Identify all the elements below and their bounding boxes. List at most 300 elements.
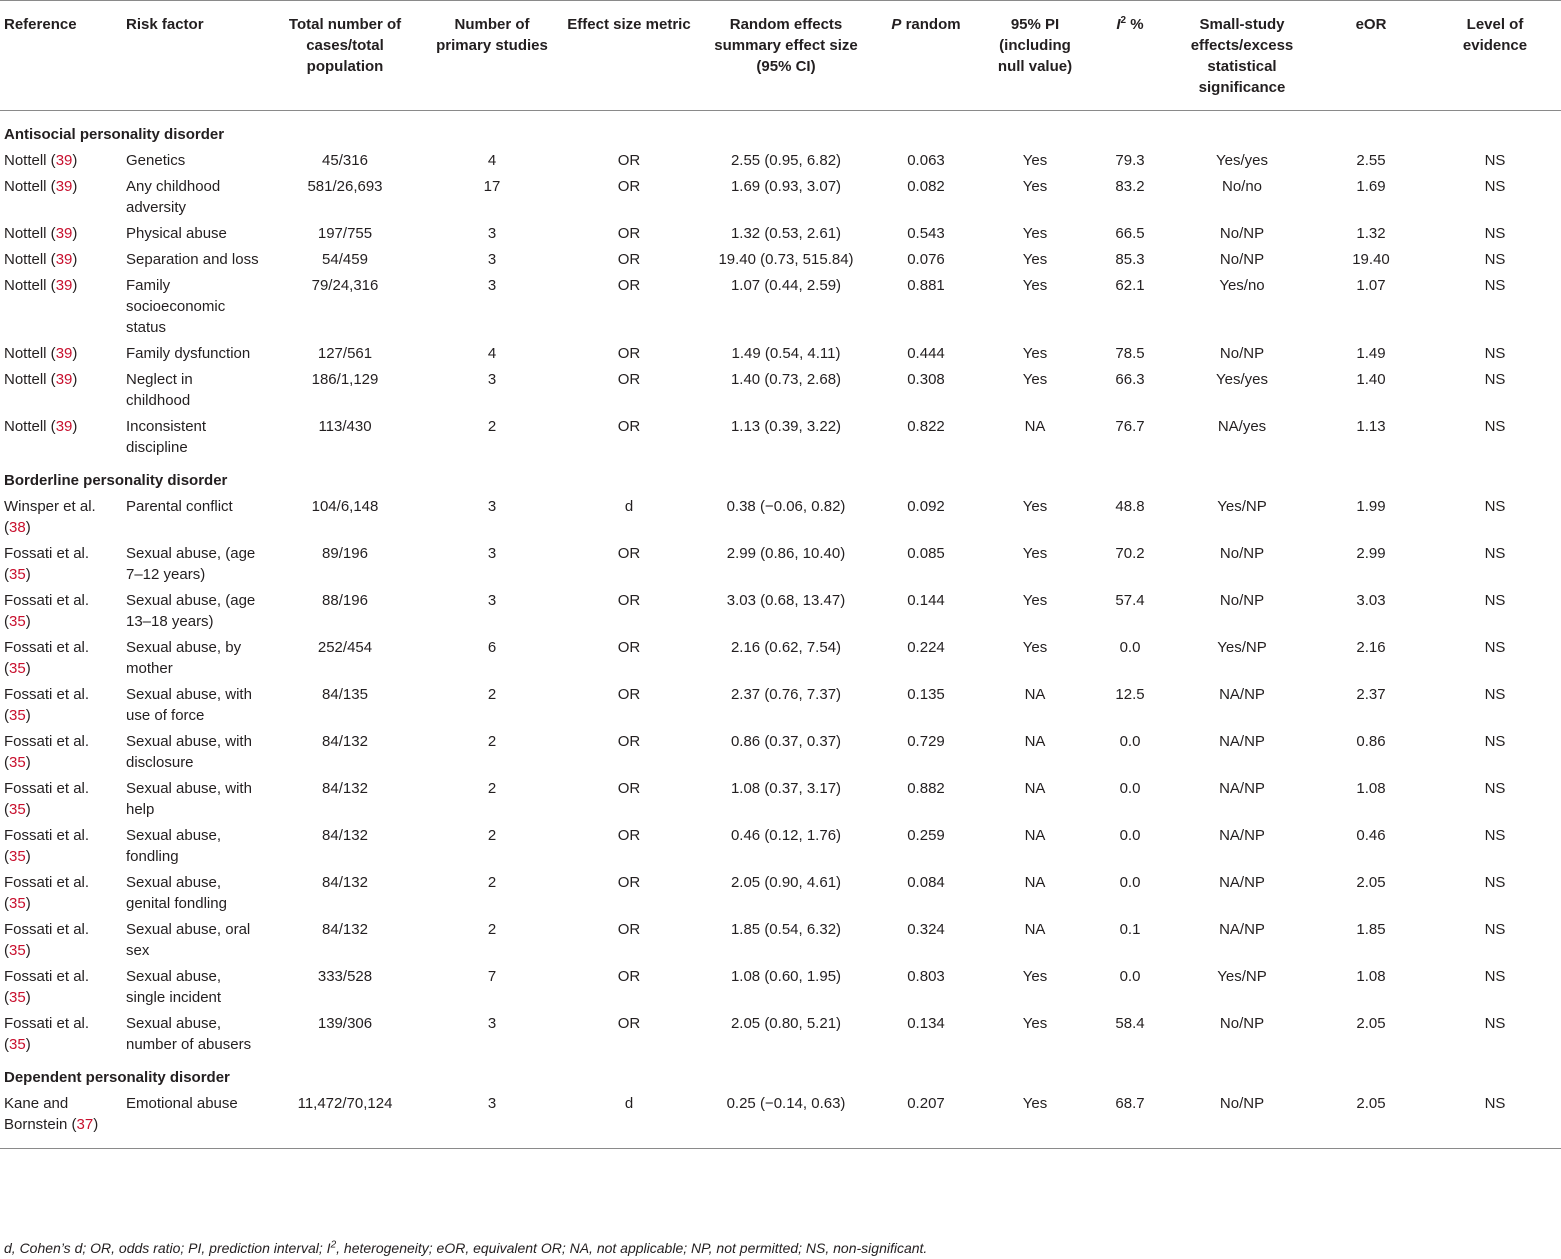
reference-text: Nottell ( — [4, 371, 56, 388]
reference-close: ) — [72, 371, 78, 388]
primary-studies-cell: 3 — [487, 498, 497, 515]
i2-cell: 85.3 — [1115, 251, 1145, 268]
primary-studies-cell: 3 — [487, 545, 497, 562]
reference-text: Fossati et al. ( — [4, 780, 90, 818]
reference-close: ) — [25, 660, 31, 677]
effect-metric-cell: OR — [617, 418, 641, 435]
evidence-level-cell: NS — [1484, 1095, 1506, 1112]
total-cases-cell: 54/459 — [322, 251, 368, 268]
i2-cell: 76.7 — [1115, 418, 1145, 435]
primary-studies-cell: 3 — [487, 1015, 497, 1032]
table-row — [0, 539, 1561, 586]
prediction-interval-cell: NA — [1024, 418, 1046, 435]
reference-close: ) — [93, 1116, 99, 1133]
p-random-cell: 0.082 — [907, 178, 945, 195]
group-title: Antisocial personality disorder — [4, 126, 225, 143]
i2-cell: 78.5 — [1115, 345, 1145, 362]
total-cases-cell: 127/561 — [317, 345, 373, 362]
total-cases-cell: 11,472/70,124 — [297, 1095, 393, 1112]
reference-cell — [0, 412, 122, 459]
group-header-row — [0, 459, 1561, 492]
reference-cell — [0, 962, 122, 1009]
risk-factor-cell: Emotional abuse — [126, 1095, 238, 1112]
reference-close: ) — [25, 1036, 31, 1053]
eor-cell: 1.40 — [1356, 371, 1386, 388]
prediction-interval-cell: NA — [1024, 780, 1046, 797]
group-header-row — [0, 111, 1561, 147]
i2-cell: 0.0 — [1119, 780, 1141, 797]
small-study-cell: Yes/NP — [1217, 498, 1267, 515]
primary-studies-cell: 7 — [487, 968, 497, 985]
evidence-level-cell: NS — [1484, 827, 1506, 844]
risk-factor-cell: Sexual abuse, with use of force — [126, 686, 252, 724]
eor-cell: 1.49 — [1356, 345, 1386, 362]
reference-text: Fossati et al. ( — [4, 592, 90, 630]
reference-number: 35 — [9, 801, 26, 818]
reference-text: Fossati et al. ( — [4, 874, 90, 912]
effect-metric-cell: OR — [617, 592, 641, 609]
p-random-cell: 0.085 — [907, 545, 945, 562]
reference-text: Nottell ( — [4, 345, 56, 362]
table-row — [0, 146, 1561, 172]
reference-cell — [0, 365, 122, 412]
prediction-interval-cell: Yes — [1022, 1015, 1048, 1032]
small-study-cell: No/NP — [1219, 225, 1265, 242]
effect-metric-cell: OR — [617, 152, 641, 169]
reference-number: 39 — [55, 225, 73, 242]
p-random-cell: 0.207 — [907, 1095, 945, 1112]
reference-close: ) — [72, 152, 78, 169]
i2-cell: 0.0 — [1119, 733, 1141, 750]
risk-factor-cell: Sexual abuse, with disclosure — [126, 733, 252, 771]
reference-number: 39 — [55, 178, 73, 195]
effect-metric-cell: OR — [617, 874, 641, 891]
effect-metric-cell: OR — [617, 686, 641, 703]
eor-cell: 1.69 — [1356, 178, 1386, 195]
primary-studies-cell: 2 — [487, 686, 497, 703]
total-cases-cell: 84/132 — [322, 733, 368, 750]
primary-studies-cell: 2 — [487, 780, 497, 797]
small-study-cell: No/NP — [1219, 1015, 1265, 1032]
reference-cell — [0, 586, 122, 633]
reference-close: ) — [25, 754, 31, 771]
summary-effect-cell: 2.99 (0.86, 10.40) — [726, 545, 846, 562]
reference-number: 35 — [9, 1036, 26, 1053]
eor-cell: 2.05 — [1356, 1015, 1386, 1032]
small-study-cell: Yes/yes — [1216, 152, 1268, 169]
i2-cell: 0.0 — [1119, 827, 1141, 844]
reference-cell — [0, 774, 122, 821]
reference-number: 35 — [9, 613, 26, 630]
evidence-level-cell: NS — [1484, 277, 1506, 294]
p-random-cell: 0.224 — [907, 639, 945, 656]
small-study-cell: No/NP — [1219, 545, 1265, 562]
evidence-level-cell: NS — [1484, 968, 1506, 985]
group-title: Borderline personality disorder — [4, 472, 228, 489]
table-row — [0, 915, 1561, 962]
small-study-cell: NA/NP — [1219, 874, 1265, 891]
summary-effect-cell: 3.03 (0.68, 13.47) — [726, 592, 846, 609]
reference-close: ) — [72, 251, 78, 268]
summary-effect-cell: 0.86 (0.37, 0.37) — [730, 733, 842, 750]
prediction-interval-cell: Yes — [1022, 371, 1048, 388]
header-small-study: Small-study effects/excess statistical significance — [1190, 16, 1294, 96]
table-row — [0, 774, 1561, 821]
risk-factor-cell: Sexual abuse, (age 13–18 years) — [126, 592, 256, 630]
reference-cell — [0, 271, 122, 339]
table-row — [0, 868, 1561, 915]
total-cases-cell: 84/132 — [322, 874, 368, 891]
reference-text: Fossati et al. ( — [4, 968, 90, 1006]
effect-metric-cell: OR — [617, 545, 641, 562]
prediction-interval-cell: NA — [1024, 686, 1046, 703]
reference-cell — [0, 492, 122, 539]
reference-number: 39 — [55, 152, 73, 169]
eor-cell: 19.40 — [1352, 251, 1390, 268]
effect-metric-cell: OR — [617, 827, 641, 844]
evidence-level-cell: NS — [1484, 686, 1506, 703]
reference-cell — [0, 245, 122, 271]
i2-cell: 0.0 — [1119, 874, 1141, 891]
p-random-cell: 0.092 — [907, 498, 945, 515]
table-row — [0, 1089, 1561, 1149]
effect-metric-cell: OR — [617, 345, 641, 362]
reference-text: Kane and Bornstein ( — [4, 1095, 77, 1133]
effect-metric-cell: OR — [617, 251, 641, 268]
p-random-cell: 0.135 — [907, 686, 945, 703]
risk-factor-cell: Sexual abuse, (age 7–12 years) — [126, 545, 256, 583]
i2-cell: 62.1 — [1115, 277, 1145, 294]
p-random-cell: 0.444 — [907, 345, 945, 362]
reference-number: 35 — [9, 942, 26, 959]
prediction-interval-cell: Yes — [1022, 498, 1048, 515]
i2-cell: 48.8 — [1115, 498, 1145, 515]
reference-text: Fossati et al. ( — [4, 1015, 90, 1053]
reference-cell — [0, 915, 122, 962]
reference-cell — [0, 1089, 122, 1149]
primary-studies-cell: 17 — [483, 178, 501, 195]
evidence-level-cell: NS — [1484, 1015, 1506, 1032]
p-random-cell: 0.076 — [907, 251, 945, 268]
risk-factor-cell: Sexual abuse, number of abusers — [126, 1015, 252, 1053]
summary-effect-cell: 1.07 (0.44, 2.59) — [730, 277, 842, 294]
summary-effect-cell: 1.40 (0.73, 2.68) — [730, 371, 842, 388]
p-random-cell: 0.881 — [907, 277, 945, 294]
risk-factor-cell: Sexual abuse, fondling — [126, 827, 222, 865]
evidence-level-cell: NS — [1484, 592, 1506, 609]
summary-effect-cell: 0.46 (0.12, 1.76) — [730, 827, 842, 844]
evidence-level-cell: NS — [1484, 639, 1506, 656]
reference-cell — [0, 821, 122, 868]
reference-number: 39 — [55, 277, 73, 294]
summary-effect-cell: 2.55 (0.95, 6.82) — [730, 152, 842, 169]
primary-studies-cell: 3 — [487, 277, 497, 294]
small-study-cell: No/NP — [1219, 251, 1265, 268]
summary-effect-cell: 0.38 (−0.06, 0.82) — [726, 498, 846, 515]
table-row — [0, 245, 1561, 271]
table-row — [0, 271, 1561, 339]
reference-number: 35 — [9, 707, 26, 724]
reference-text: Fossati et al. ( — [4, 733, 90, 771]
prediction-interval-cell: NA — [1024, 733, 1046, 750]
header-effect-metric: Effect size metric — [567, 16, 691, 33]
small-study-cell: NA/yes — [1217, 418, 1267, 435]
table-row — [0, 633, 1561, 680]
footnote-sup: 2 — [330, 1239, 337, 1251]
effect-metric-cell: OR — [617, 277, 641, 294]
primary-studies-cell: 3 — [487, 1095, 497, 1112]
small-study-cell: NA/NP — [1219, 686, 1265, 703]
eor-cell: 1.08 — [1356, 968, 1386, 985]
reference-cell — [0, 539, 122, 586]
evidence-level-cell: NS — [1484, 152, 1506, 169]
reference-close: ) — [25, 613, 31, 630]
reference-number: 38 — [9, 519, 26, 536]
total-cases-cell: 186/1,129 — [311, 371, 379, 388]
reference-number: 35 — [9, 895, 26, 912]
header-p-random-rest: random — [901, 16, 961, 33]
prediction-interval-cell: Yes — [1022, 225, 1048, 242]
total-cases-cell: 89/196 — [322, 545, 368, 562]
p-random-cell: 0.803 — [907, 968, 945, 985]
primary-studies-cell: 2 — [487, 874, 497, 891]
p-random-cell: 0.308 — [907, 371, 945, 388]
evidence-level-cell: NS — [1484, 178, 1506, 195]
risk-factor-cell: Separation and loss — [126, 251, 259, 268]
risk-factor-cell: Family dysfunction — [126, 345, 251, 362]
summary-effect-cell: 19.40 (0.73, 515.84) — [718, 251, 854, 268]
reference-number: 35 — [9, 660, 26, 677]
eor-cell: 1.85 — [1356, 921, 1386, 938]
primary-studies-cell: 4 — [487, 152, 497, 169]
table-row — [0, 821, 1561, 868]
reference-close: ) — [25, 801, 31, 818]
table-row — [0, 219, 1561, 245]
p-random-cell: 0.084 — [907, 874, 945, 891]
risk-factor-cell: Inconsistent discipline — [126, 418, 207, 456]
summary-effect-cell: 1.08 (0.37, 3.17) — [730, 780, 842, 797]
reference-close: ) — [72, 418, 78, 435]
header-p-random-italic: P — [891, 16, 902, 33]
reference-close: ) — [25, 895, 31, 912]
evidence-level-cell: NS — [1484, 733, 1506, 750]
effect-metric-cell: OR — [617, 921, 641, 938]
reference-close: ) — [25, 942, 31, 959]
primary-studies-cell: 4 — [487, 345, 497, 362]
eor-cell: 3.03 — [1356, 592, 1386, 609]
group-title: Dependent personality disorder — [4, 1069, 230, 1086]
reference-cell — [0, 1009, 122, 1056]
small-study-cell: No/no — [1221, 178, 1263, 195]
reference-text: Nottell ( — [4, 178, 56, 195]
reference-close: ) — [25, 989, 31, 1006]
reference-text: Nottell ( — [4, 251, 56, 268]
primary-studies-cell: 3 — [487, 251, 497, 268]
table-row — [0, 172, 1561, 219]
risk-factor-cell: Genetics — [126, 152, 186, 169]
total-cases-cell: 84/135 — [322, 686, 368, 703]
i2-cell: 0.0 — [1119, 639, 1141, 656]
p-random-cell: 0.882 — [907, 780, 945, 797]
eor-cell: 0.46 — [1356, 827, 1386, 844]
reference-text: Nottell ( — [4, 225, 56, 242]
eor-cell: 1.07 — [1356, 277, 1386, 294]
reference-cell — [0, 680, 122, 727]
primary-studies-cell: 2 — [487, 733, 497, 750]
small-study-cell: NA/NP — [1219, 827, 1265, 844]
small-study-cell: NA/NP — [1219, 780, 1265, 797]
header-primary-studies: Number of primary studies — [436, 16, 548, 54]
header-i2-rest: % — [1126, 16, 1144, 33]
reference-number: 35 — [9, 566, 26, 583]
table-row — [0, 412, 1561, 459]
header-risk-factor: Risk factor — [126, 16, 204, 33]
header-p-random — [871, 1, 981, 111]
reference-number: 39 — [55, 418, 73, 435]
i2-cell: 79.3 — [1115, 152, 1145, 169]
total-cases-cell: 581/26,693 — [307, 178, 383, 195]
evidence-level-cell: NS — [1484, 345, 1506, 362]
effect-metric-cell: OR — [617, 780, 641, 797]
reference-text: Fossati et al. ( — [4, 639, 90, 677]
summary-effect-cell: 2.05 (0.90, 4.61) — [730, 874, 842, 891]
summary-effect-cell: 2.37 (0.76, 7.37) — [730, 686, 842, 703]
group-header-row — [0, 1056, 1561, 1089]
small-study-cell: No/NP — [1219, 1095, 1265, 1112]
prediction-interval-cell: NA — [1024, 827, 1046, 844]
reference-text: Fossati et al. ( — [4, 827, 90, 865]
table-row — [0, 492, 1561, 539]
evidence-level-cell: NS — [1484, 874, 1506, 891]
reference-cell — [0, 172, 122, 219]
evidence-level-cell: NS — [1484, 371, 1506, 388]
eor-cell: 1.99 — [1356, 498, 1386, 515]
reference-close: ) — [25, 566, 31, 583]
reference-close: ) — [72, 225, 78, 242]
header-prediction-interval: 95% PI (including null value) — [997, 16, 1073, 75]
eor-cell: 2.05 — [1356, 1095, 1386, 1112]
reference-close: ) — [25, 519, 31, 536]
prediction-interval-cell: Yes — [1022, 1095, 1048, 1112]
summary-effect-cell: 0.25 (−0.14, 0.63) — [726, 1095, 846, 1112]
header-total-cases: Total number of cases/total population — [288, 16, 402, 75]
primary-studies-cell: 3 — [487, 592, 497, 609]
risk-factor-cell: Neglect in childhood — [126, 371, 193, 409]
table-row — [0, 680, 1561, 727]
reference-number: 37 — [76, 1116, 94, 1133]
risk-factor-cell: Sexual abuse, oral sex — [126, 921, 251, 959]
i2-cell: 57.4 — [1115, 592, 1145, 609]
eor-cell: 2.05 — [1356, 874, 1386, 891]
effect-metric-cell: d — [624, 498, 634, 515]
primary-studies-cell: 2 — [487, 827, 497, 844]
summary-effect-cell: 1.49 (0.54, 4.11) — [731, 345, 841, 362]
summary-effect-cell: 1.69 (0.93, 3.07) — [730, 178, 842, 195]
prediction-interval-cell: Yes — [1022, 545, 1048, 562]
evidence-level-cell: NS — [1484, 545, 1506, 562]
reference-cell — [0, 633, 122, 680]
evidence-level-cell: NS — [1484, 251, 1506, 268]
summary-effect-cell: 1.32 (0.53, 2.61) — [730, 225, 842, 242]
header-i2-sup: 2 — [1120, 15, 1127, 26]
small-study-cell: Yes/NP — [1217, 968, 1267, 985]
evidence-level-cell: NS — [1484, 498, 1506, 515]
eor-cell: 1.32 — [1356, 225, 1386, 242]
reference-cell — [0, 727, 122, 774]
primary-studies-cell: 6 — [487, 639, 497, 656]
summary-effect-cell: 1.13 (0.39, 3.22) — [730, 418, 842, 435]
small-study-cell: NA/NP — [1219, 733, 1265, 750]
small-study-cell: No/NP — [1219, 345, 1265, 362]
table-row — [0, 1009, 1561, 1056]
evidence-level-cell: NS — [1484, 418, 1506, 435]
small-study-cell: Yes/NP — [1217, 639, 1267, 656]
p-random-cell: 0.543 — [907, 225, 945, 242]
header-evidence: Level of evidence — [1462, 16, 1528, 54]
table-body — [0, 111, 1561, 1149]
eor-cell: 2.55 — [1356, 152, 1386, 169]
small-study-cell: NA/NP — [1219, 921, 1265, 938]
prediction-interval-cell: NA — [1024, 921, 1046, 938]
footnote-part1: d, Cohen’s d; OR, odds ratio; PI, prediction interval; I — [4, 1240, 331, 1256]
p-random-cell: 0.144 — [907, 592, 945, 609]
risk-factor-cell: Parental conflict — [126, 498, 233, 515]
p-random-cell: 0.063 — [907, 152, 945, 169]
risk-factor-cell: Sexual abuse, genital fondling — [126, 874, 227, 912]
p-random-cell: 0.729 — [907, 733, 945, 750]
evidence-level-cell: NS — [1484, 921, 1506, 938]
eor-cell: 1.13 — [1356, 418, 1386, 435]
eor-cell: 0.86 — [1356, 733, 1386, 750]
i2-cell: 12.5 — [1115, 686, 1145, 703]
effect-metric-cell: OR — [617, 968, 641, 985]
p-random-cell: 0.822 — [907, 418, 945, 435]
i2-cell: 66.3 — [1115, 371, 1145, 388]
reference-cell — [0, 146, 122, 172]
table-row — [0, 962, 1561, 1009]
total-cases-cell: 333/528 — [317, 968, 373, 985]
total-cases-cell: 139/306 — [317, 1015, 373, 1032]
prediction-interval-cell: Yes — [1022, 968, 1048, 985]
primary-studies-cell: 2 — [487, 921, 497, 938]
reference-number: 39 — [55, 345, 73, 362]
table-footnote — [4, 1239, 927, 1257]
evidence-level-cell: NS — [1484, 780, 1506, 797]
i2-cell: 83.2 — [1115, 178, 1145, 195]
reference-text: Nottell ( — [4, 418, 56, 435]
small-study-cell: Yes/no — [1219, 277, 1265, 294]
reference-text: Nottell ( — [4, 277, 56, 294]
total-cases-cell: 197/755 — [317, 225, 373, 242]
summary-effect-cell: 2.05 (0.80, 5.21) — [730, 1015, 842, 1032]
reference-text: Nottell ( — [4, 152, 56, 169]
effect-metric-cell: OR — [617, 639, 641, 656]
prediction-interval-cell: Yes — [1022, 639, 1048, 656]
reference-close: ) — [72, 178, 78, 195]
reference-text: Fossati et al. ( — [4, 921, 90, 959]
primary-studies-cell: 3 — [487, 371, 497, 388]
prediction-interval-cell: Yes — [1022, 345, 1048, 362]
prediction-interval-cell: NA — [1024, 874, 1046, 891]
reference-cell — [0, 339, 122, 365]
i2-cell: 0.0 — [1119, 968, 1141, 985]
header-i2-italic: I — [1116, 16, 1121, 33]
risk-factor-cell: Family socioeconomic status — [126, 277, 226, 336]
reference-cell — [0, 868, 122, 915]
total-cases-cell: 84/132 — [322, 780, 368, 797]
effect-metric-cell: d — [624, 1095, 634, 1112]
total-cases-cell: 79/24,316 — [311, 277, 379, 294]
